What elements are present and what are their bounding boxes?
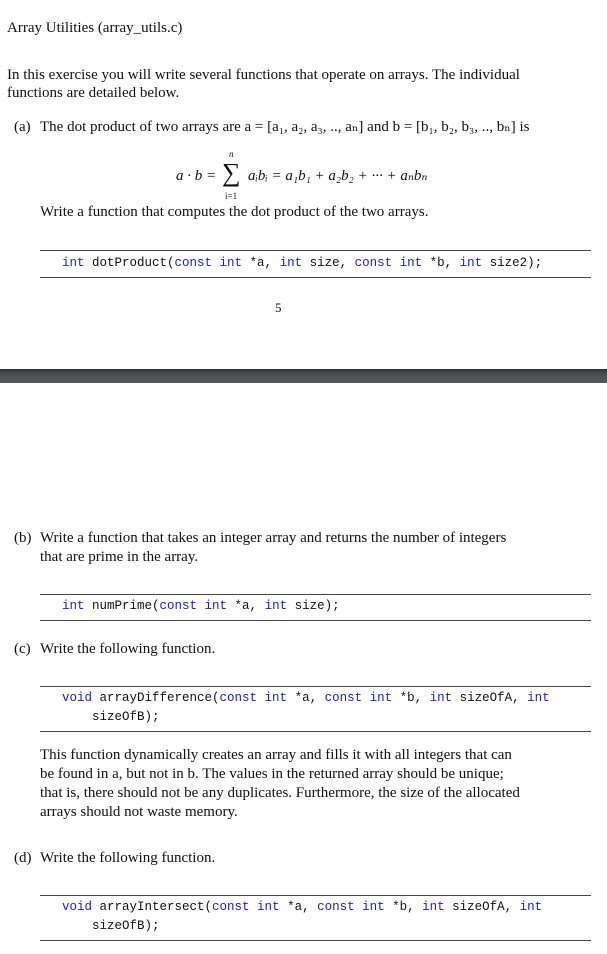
item-label-a: (a)	[14, 119, 31, 135]
item-c-description: This function dynamically creates an array and fills it with all integers that can	[40, 747, 512, 763]
item-c-description: that is, there should not be any duplicates. Furthermore, the size of the allocated	[40, 785, 520, 801]
code-keyword: const int	[317, 900, 385, 914]
code-keyword: int	[62, 599, 85, 613]
code-keyword: const int	[159, 599, 228, 613]
code-dot-product	[62, 254, 542, 273]
code-keyword: const int	[174, 256, 243, 270]
code-keyword: void	[62, 691, 93, 705]
code-keyword: const int	[324, 691, 393, 705]
intro-text: In this exercise you will write several functions that operate on arrays. The individual	[7, 67, 520, 83]
code-keyword: int	[279, 256, 303, 270]
formula-upper: n	[229, 149, 234, 159]
item-d-text: Write the following function.	[40, 850, 216, 866]
divider	[40, 895, 591, 896]
code-keyword: const int	[219, 691, 288, 705]
code-text: sizeOfA,	[444, 900, 520, 914]
code-text: sizeOfB);	[92, 710, 160, 724]
item-c-description: be found in a, but not in b. The values in the returned array should be unique;	[40, 766, 504, 782]
divider	[40, 594, 591, 595]
code-text: size);	[287, 599, 340, 613]
formula-rhs: aᵢbᵢ = a₁b₁ + a₂b₂ + ··· + aₙbₙ	[248, 168, 428, 184]
code-keyword: const int	[212, 900, 280, 914]
divider	[40, 277, 591, 278]
item-label-b: (b)	[14, 530, 32, 546]
page-gap	[0, 369, 607, 383]
code-text: sizeOfB);	[92, 919, 160, 933]
code-keyword: void	[62, 900, 93, 914]
intro-text: functions are detailed below.	[7, 85, 180, 101]
code-array-intersect	[62, 898, 542, 936]
section-title: Array Utilities (array_utils.c)	[7, 20, 183, 36]
code-text: dotProduct(	[84, 256, 175, 270]
code-num-prime	[62, 597, 340, 616]
divider	[40, 686, 591, 687]
code-keyword: int	[422, 900, 445, 914]
code-text: sizeOfA,	[452, 691, 528, 705]
code-keyword: int	[429, 691, 453, 705]
code-array-difference	[62, 689, 550, 727]
code-keyword: int	[527, 691, 550, 705]
code-text: *b,	[392, 691, 430, 705]
item-b-text: that are prime in the array.	[40, 549, 199, 565]
code-text: arrayIntersect(	[92, 900, 213, 914]
item-c-description: arrays should not waste memory.	[40, 804, 238, 820]
code-text: *a,	[279, 900, 318, 914]
item-label-d: (d)	[14, 850, 32, 866]
code-text: *a,	[287, 691, 325, 705]
code-text: size,	[302, 256, 355, 270]
code-text: *b,	[422, 256, 460, 270]
item-c-text: Write the following function.	[40, 641, 216, 657]
item-a-text: The dot product of two arrays are a = [a₁, a₂, a₃, .., aₙ] and b = [b₁, b₂, b₃, .., bₙ] is	[40, 119, 530, 135]
page-number: 5	[275, 300, 282, 315]
divider	[40, 620, 591, 621]
code-keyword: int	[459, 256, 483, 270]
divider	[40, 731, 591, 732]
formula-lower: i=1	[225, 191, 238, 201]
item-a-instruction: Write a function that computes the dot product of the two arrays.	[40, 204, 429, 220]
item-b-text: Write a function that takes an integer array and returns the number of integers	[40, 530, 507, 546]
formula-lhs: a · b =	[176, 168, 217, 184]
divider	[40, 250, 591, 251]
code-keyword: const int	[354, 256, 423, 270]
code-text: *b,	[384, 900, 423, 914]
code-keyword: int	[519, 900, 543, 914]
divider	[40, 940, 591, 941]
item-label-c: (c)	[14, 641, 31, 657]
code-text: *a,	[242, 256, 280, 270]
code-text: *a,	[227, 599, 265, 613]
sum-symbol: ∑	[222, 158, 241, 187]
code-keyword: int	[62, 256, 85, 270]
code-keyword: int	[264, 599, 288, 613]
code-text: arrayDifference(	[92, 691, 220, 705]
code-text: numPrime(	[84, 599, 160, 613]
code-text: size2);	[482, 256, 543, 270]
